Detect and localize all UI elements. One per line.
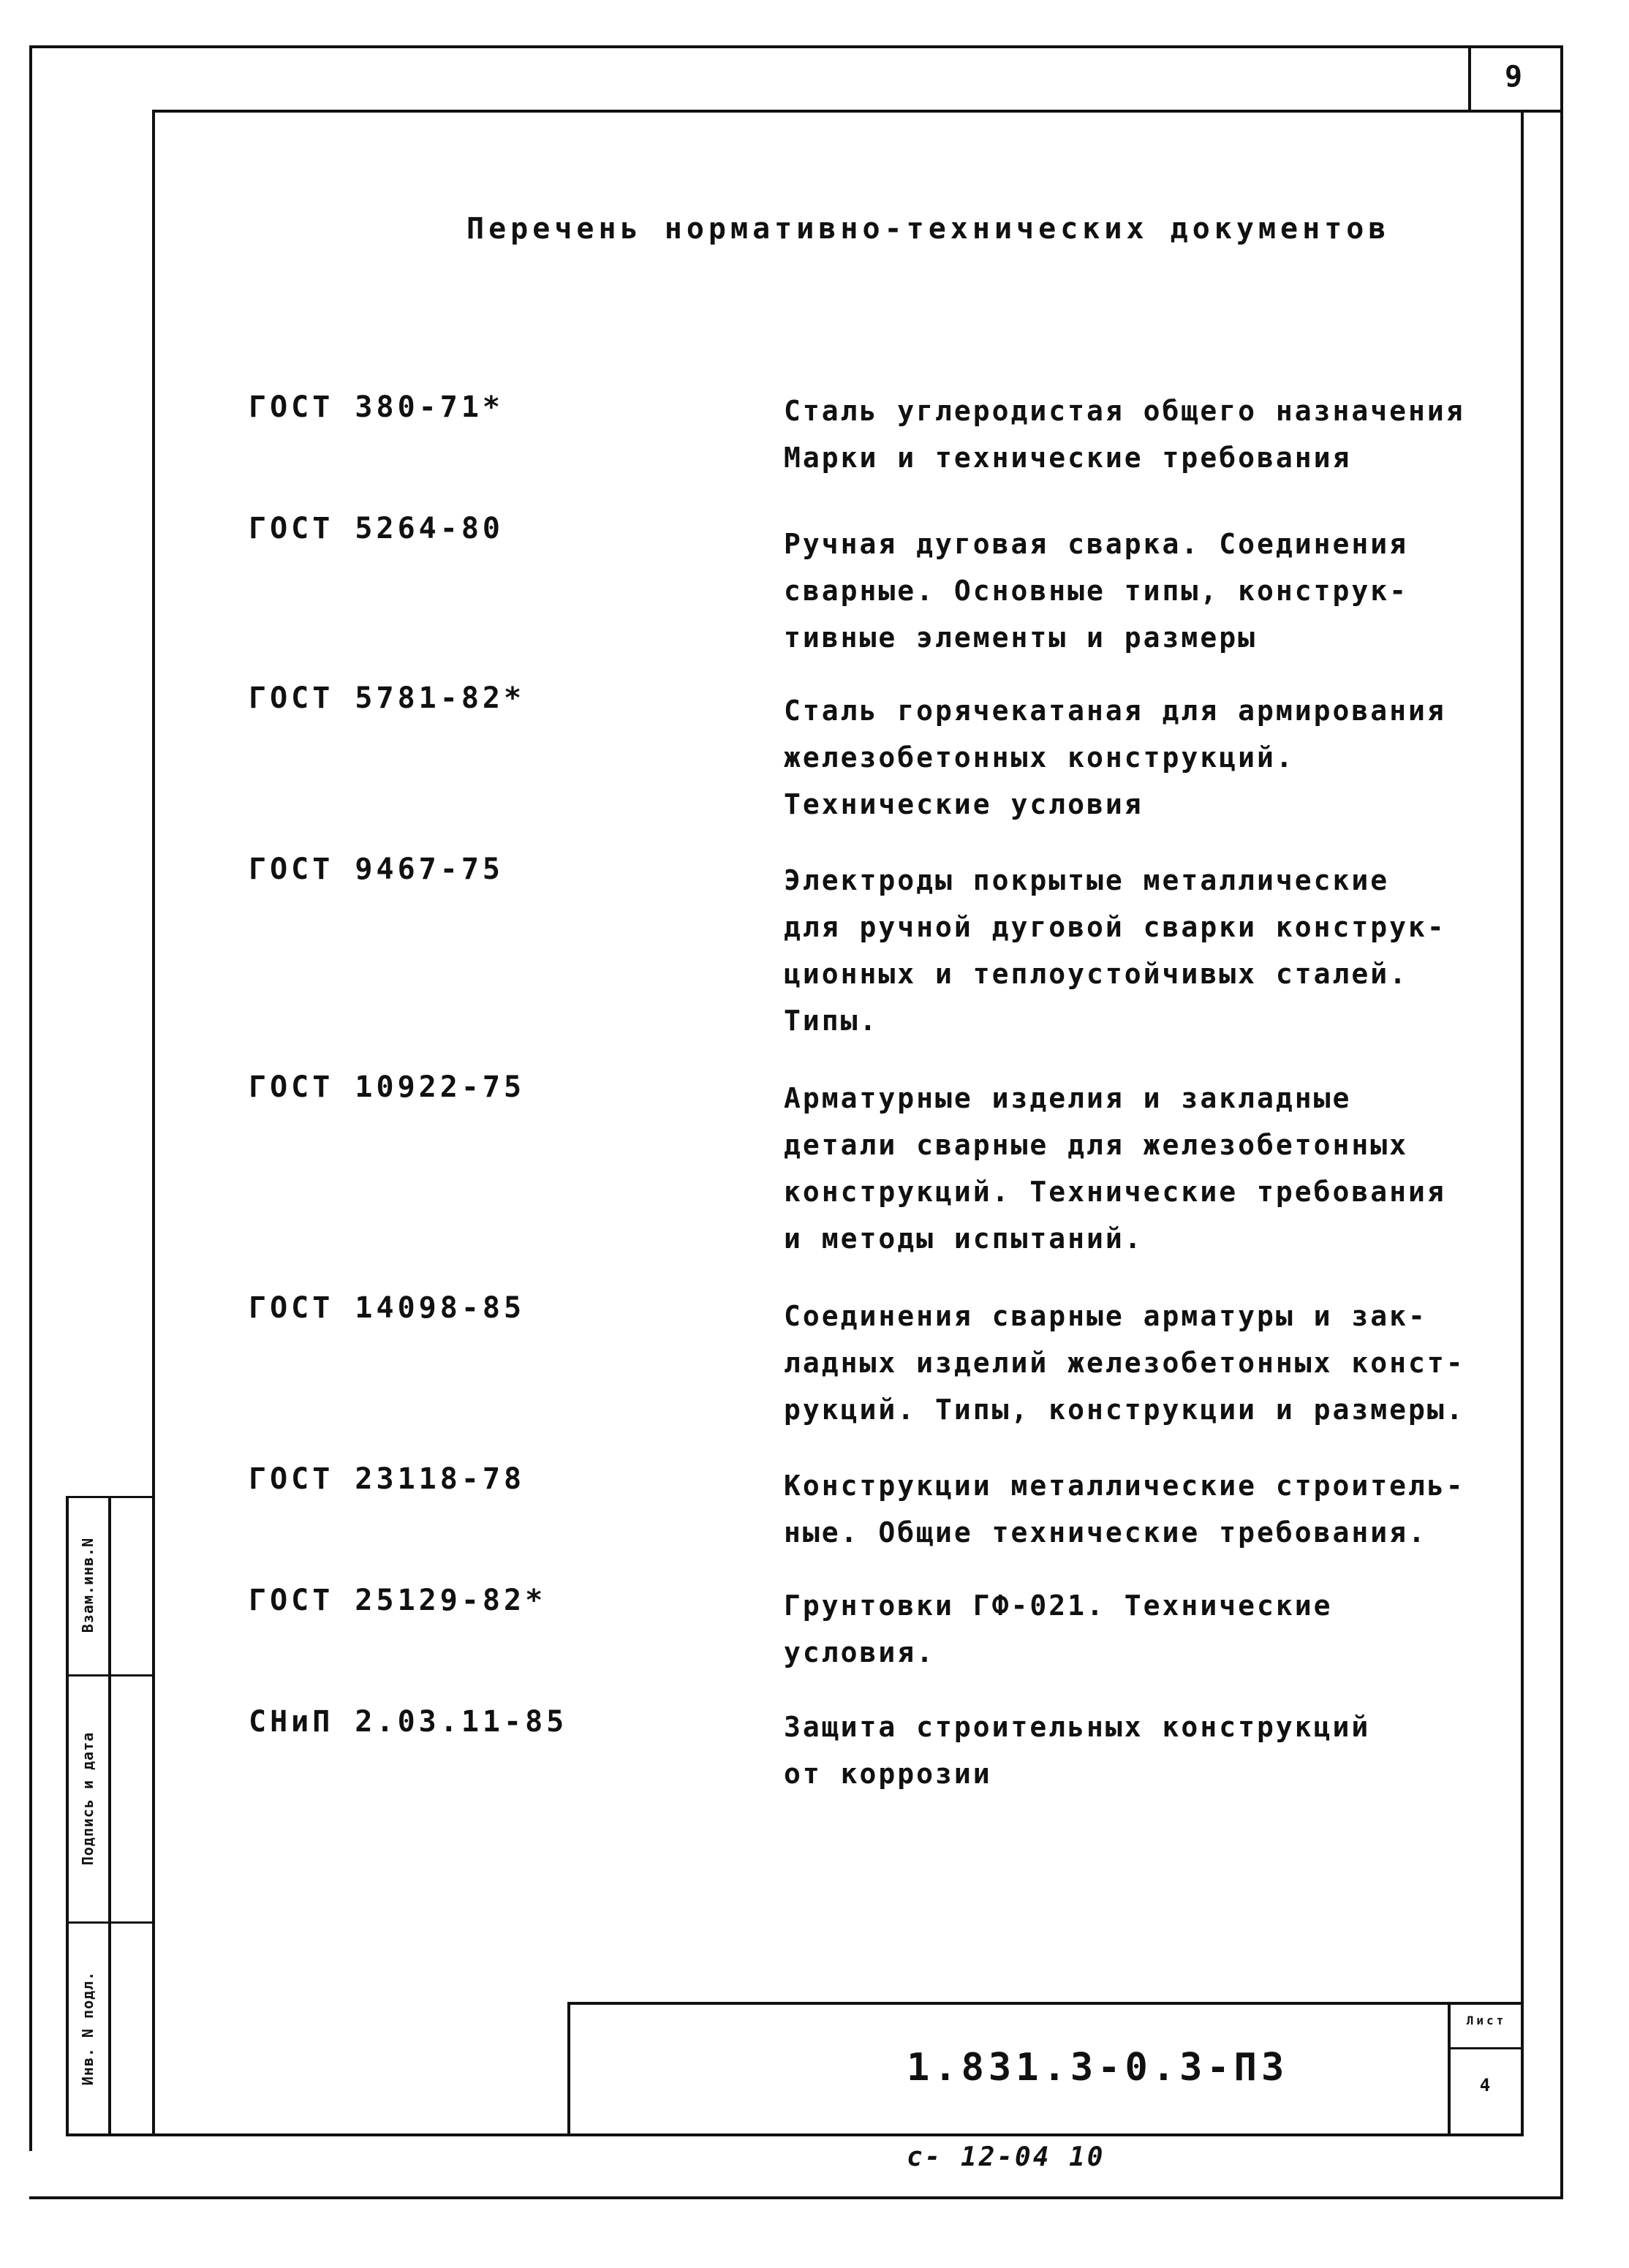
inner-frame-bottom [66, 2133, 1524, 2136]
side-block-divider [108, 1496, 111, 2136]
inner-frame-right [1521, 110, 1524, 2136]
stamp-left [567, 2002, 570, 2136]
outer-frame-right [1560, 45, 1563, 2199]
doc-code: ГОСТ 23118-78 [249, 1462, 526, 1496]
side-label-replace-inv: Взам.инв.N [79, 1537, 97, 1633]
side-block-left [66, 1496, 69, 2136]
doc-code: ГОСТ 5781-82* [249, 681, 526, 715]
doc-code: ГОСТ 380-71* [249, 390, 504, 424]
outer-frame-bottom [29, 2196, 1563, 2199]
side-label-signature-date: Подпись и дата [79, 1731, 97, 1866]
stamp-sheet-divider [1448, 2002, 1451, 2136]
doc-description: Конструкции металлические строитель- ные. Общие технические требования. [784, 1470, 1465, 1549]
doc-description: Электроды покрытые металлические для ручной дуговой сварки конструк- ционных и теплоустойчивых сталей. Типы. [784, 864, 1446, 1037]
side-block-row-1 [66, 1674, 155, 1677]
stamp-sheet-value: 4 [1479, 2075, 1494, 2095]
doc-code: ГОСТ 9467-75 [249, 853, 504, 886]
side-block-top [66, 1496, 155, 1498]
doc-code: ГОСТ 25129-82* [249, 1584, 547, 1617]
stamp-top [567, 2002, 1524, 2005]
doc-description: Защита строительных конструкций от коррозии [784, 1711, 1371, 1790]
doc-code: ГОСТ 14098-85 [249, 1291, 526, 1325]
doc-description: Ручная дуговая сварка. Соединения сварные. Основные типы, конструк- тивные элементы и размеры [784, 528, 1408, 654]
page-title: Перечень нормативно-технических документов [466, 212, 1391, 246]
outer-frame-top [29, 45, 1563, 48]
bottom-note: с- 12-04 10 [907, 2142, 1105, 2172]
sheet-number-box-divider [1468, 45, 1471, 113]
stamp-sheet-label: Лист [1466, 2014, 1507, 2027]
doc-description: Сталь углеродистая общего назначения Марки и технические требования [784, 395, 1465, 474]
doc-code: СНиП 2.03.11-85 [249, 1705, 568, 1739]
doc-code: ГОСТ 10922-75 [249, 1070, 526, 1104]
doc-description: Соединения сварные арматуры и зак- ладных изделий железобетонных конст- рукций. Типы, конструкции и размеры. [784, 1300, 1465, 1426]
doc-description: Арматурные изделия и закладные детали сварные для железобетонных конструкций. Технические требования и методы испытаний. [784, 1082, 1446, 1255]
stamp-sheet-row [1448, 2047, 1524, 2049]
stamp-designation: 1.831.3-0.3-ПЗ [907, 2046, 1289, 2090]
doc-description: Сталь горячекатаная для армирования железобетонных конструкций. Технические условия [784, 695, 1446, 820]
inner-frame-top [152, 110, 1563, 113]
side-block-row-2 [66, 1921, 155, 1924]
doc-description: Грунтовки ГФ-021. Технические условия. [784, 1590, 1333, 1668]
side-label-inv-original: Инв. N подл. [79, 1970, 97, 2086]
outer-frame-left [29, 45, 32, 2151]
doc-code: ГОСТ 5264-80 [249, 512, 504, 545]
inner-frame-left [152, 110, 155, 2136]
sheet-number: 9 [1504, 60, 1526, 94]
